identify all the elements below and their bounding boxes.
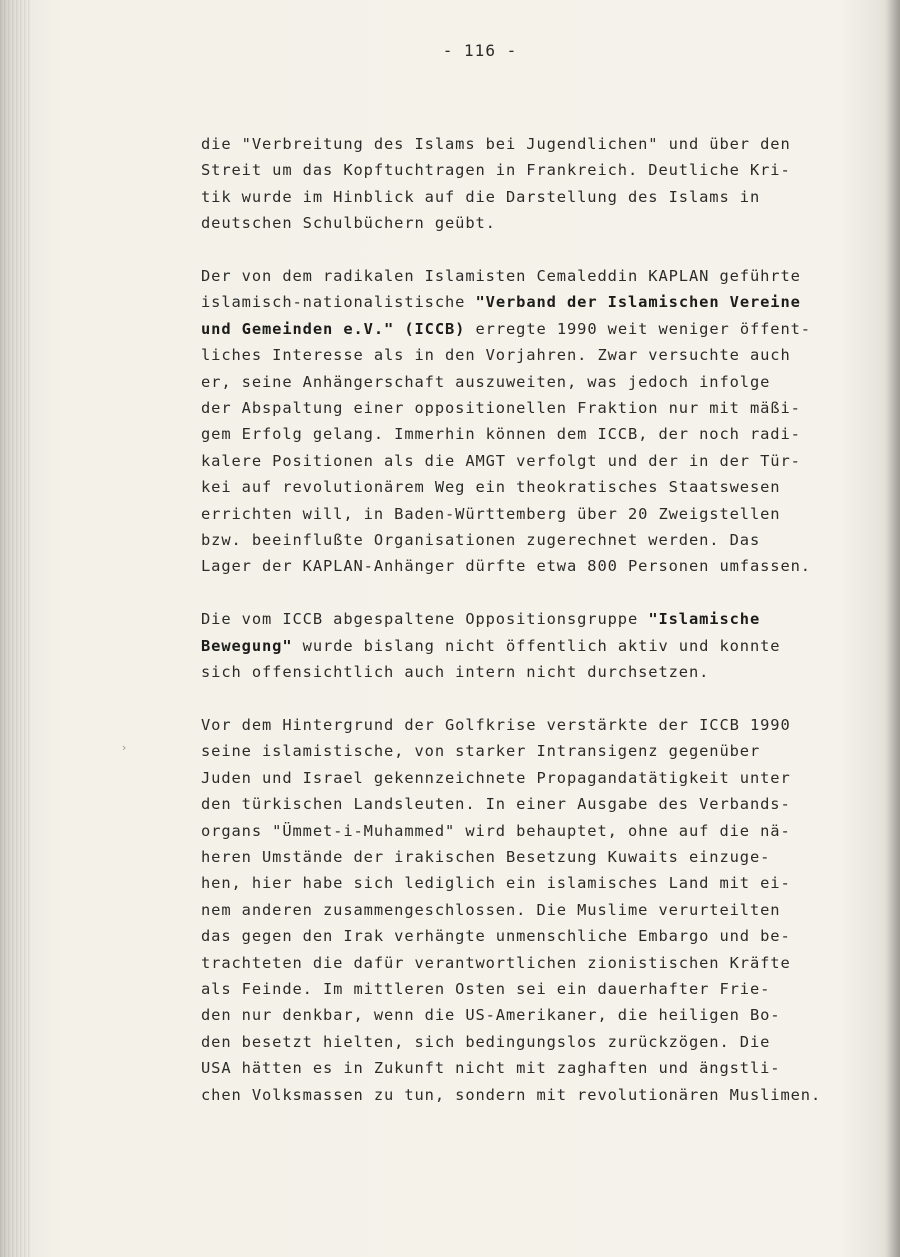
text-line: die "Verbreitung des Islams bei Jugendlichen" und über den <box>201 135 791 153</box>
paragraph-1 <box>201 131 861 237</box>
text-line: liches Interesse als in den Vorjahren. Zwar versuchte auch <box>201 346 791 365</box>
text-segment: wurde bislang nicht öffentlich aktiv und konnte <box>302 636 781 655</box>
text-line: Lager der KAPLAN-Anhänger dürfte etwa 800 Personen umfassen. <box>201 557 811 576</box>
text-line-mixed <box>201 606 861 632</box>
text-line: den türkischen Landsleuten. In einer Ausgabe des Verbands- <box>201 795 791 814</box>
text-line: das gegen den Irak verhängte unmenschliche Embargo und be- <box>201 927 791 946</box>
text-line: trachteten die dafür verantwortlichen zionistischen Kräfte <box>201 953 791 972</box>
text-line: der Abspaltung einer oppositionellen Fraktion nur mit mäßi- <box>201 399 801 418</box>
text-line-mixed <box>201 289 861 315</box>
organization-name-bold: "Verband der Islamischen Vereine <box>475 293 801 312</box>
text-line: heren Umstände der irakischen Besetzung Kuwaits einzuge- <box>201 847 771 866</box>
paragraph-2 <box>201 263 861 580</box>
text-line: den nur denkbar, wenn die US-Amerikaner, die heiligen Bo- <box>201 1006 781 1025</box>
text-line: gem Erfolg gelang. Immerhin können dem ICCB, der noch radi- <box>201 425 801 444</box>
text-line: kalere Positionen als die AMGT verfolgt und der in der Tür- <box>201 451 801 470</box>
body-text <box>201 131 861 1134</box>
text-line: Der von dem radikalen Islamisten Cemaleddin KAPLAN geführte <box>201 267 801 286</box>
text-segment: islamisch-nationalistische <box>201 293 466 312</box>
text-segment: erregte 1990 weit weniger öffent- <box>475 319 811 338</box>
text-line: Juden und Israel gekennzeichnete Propagandatätigkeit unter <box>201 768 791 787</box>
text-line: seine islamistische, von starker Intransigenz gegenüber <box>201 742 761 761</box>
binding-edge <box>0 0 30 1257</box>
text-line: bzw. beeinflußte Organisationen zugerechnet werden. Das <box>201 531 761 550</box>
text-line: nem anderen zusammengeschlossen. Die Muslime verurteilten <box>201 900 781 919</box>
text-line: chen Volksmassen zu tun, sondern mit revolutionären Muslimen. <box>201 1085 822 1104</box>
text-line: Streit um das Kopftuchtragen in Frankreich. Deutliche Kri- <box>201 161 791 180</box>
text-segment: Die vom ICCB abgespaltene Oppositionsgruppe <box>201 610 639 629</box>
paragraph-3 <box>201 606 861 685</box>
page-number: - 116 - <box>442 41 518 60</box>
text-line: organs "Ümmet-i-Muhammed" wird behauptet, ohne auf die nä- <box>201 821 791 840</box>
text-line: kei auf revolutionärem Weg ein theokratisches Staatswesen <box>201 478 781 497</box>
text-line-mixed <box>201 633 861 659</box>
text-line: Vor dem Hintergrund der Golfkrise verstärkte der ICCB 1990 <box>201 715 791 734</box>
text-line: tik wurde im Hinblick auf die Darstellung des Islams in <box>201 187 761 206</box>
text-line: den besetzt hielten, sich bedingungslos zurückzögen. Die <box>201 1032 771 1051</box>
text-line: als Feinde. Im mittleren Osten sei ein dauerhafter Frie- <box>201 979 771 998</box>
organization-name-bold: und Gemeinden e.V." (ICCB) <box>201 319 466 338</box>
text-line: deutschen Schulbüchern geübt. <box>201 214 496 233</box>
paragraph-4 <box>201 712 861 1108</box>
text-line: errichten will, in Baden-Württemberg über 20 Zweigstellen <box>201 504 781 523</box>
page-edge-shadow <box>886 0 900 1257</box>
group-name-bold: "Islamische <box>648 610 761 629</box>
text-line: USA hätten es in Zukunft nicht mit zaghaften und ängstli- <box>201 1059 781 1078</box>
text-line: er, seine Anhängerschaft auszuweiten, was jedoch infolge <box>201 372 771 391</box>
group-name-bold: Bewegung" <box>201 636 293 655</box>
text-line: hen, hier habe sich lediglich ein islamisches Land mit ei- <box>201 874 791 893</box>
text-line: sich offensichtlich auch intern nicht durchsetzen. <box>201 663 710 682</box>
margin-mark: › <box>122 741 127 754</box>
text-line-mixed <box>201 316 861 342</box>
